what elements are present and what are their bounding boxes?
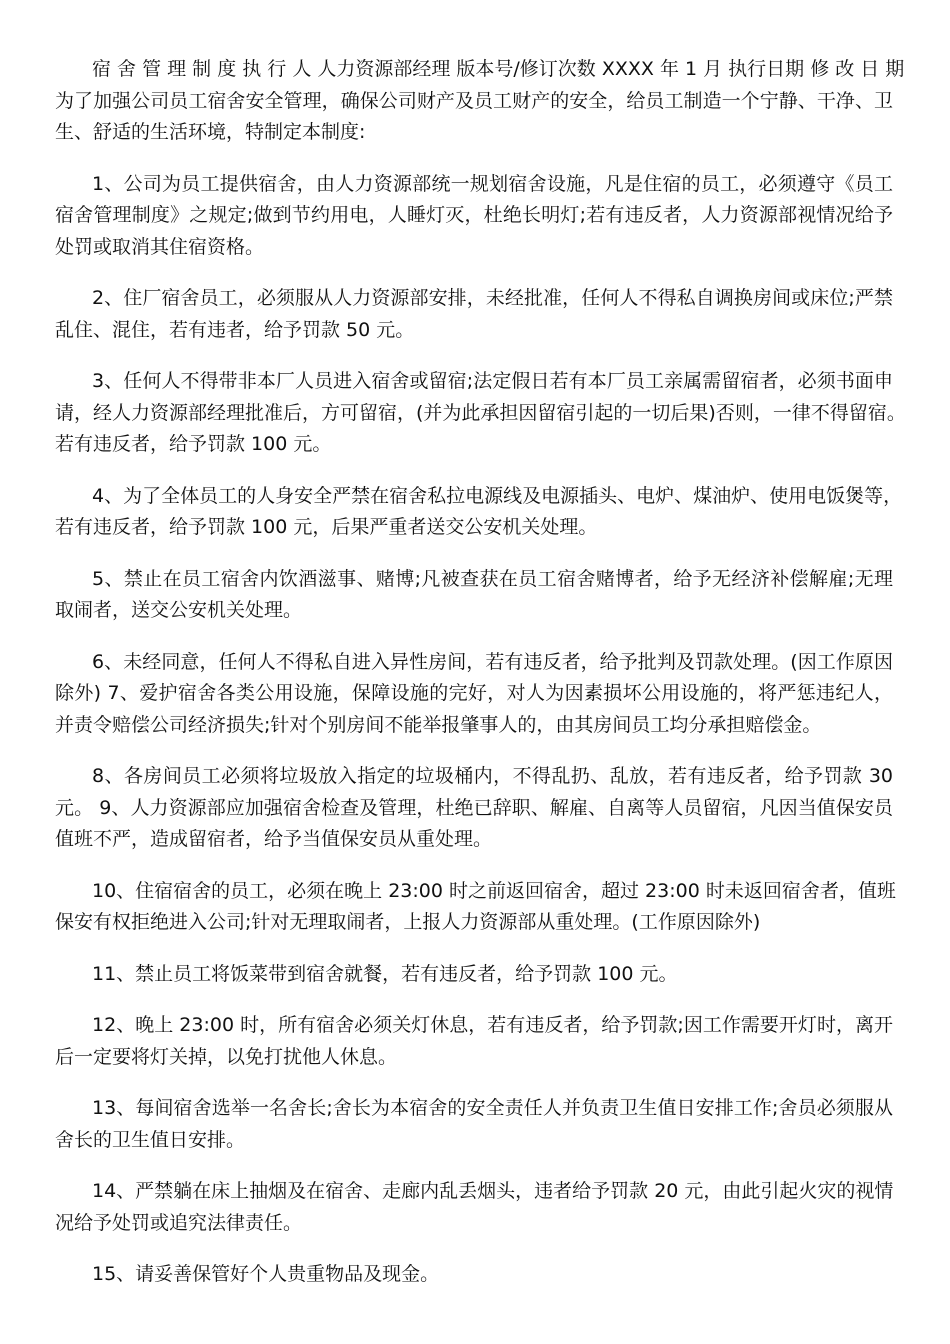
rule-10-paragraph bbox=[55, 876, 896, 939]
paragraph-line: 14、严禁躺在床上抽烟及在宿舍、走廊内乱丢烟头，违者给予罚款 20 元，由此引起火灾的视情 bbox=[92, 1180, 894, 1202]
paragraph-line: 2、住厂宿舍员工，必须服从人力资源部安排，未经批准，任何人不得私自调换房间或床位;严禁 bbox=[92, 287, 893, 309]
paragraph-line: 4、为了全体员工的人身安全严禁在宿舍私拉电源线及电源插头、电炉、煤油炉、使用电饭煲等， bbox=[92, 484, 903, 507]
paragraph-line: 为了加强公司员工宿舍安全管理，确保公司财产及员工财产的安全，给员工制造一个宁静、干净、卫 bbox=[55, 89, 893, 112]
paragraph-line: 元。 9、人力资源部应加强宿舍检查及管理，杜绝已辞职、解雇、自离等人员留宿，凡因当值保安员 bbox=[55, 796, 893, 819]
paragraph-line: 15、请妥善保管好个人贵重物品及现金。 bbox=[92, 1263, 440, 1285]
paragraph-line: 若有违反者，给予罚款 100 元，后果严重者送交公安机关处理。 bbox=[55, 516, 598, 538]
paragraph-line: 保安有权拒绝进入公司;针对无理取闹者，上报人力资源部从重处理。(工作原因除外) bbox=[55, 911, 761, 933]
rule-14-paragraph bbox=[55, 1176, 893, 1239]
paragraph-line: 后一定要将灯关掉，以免打扰他人休息。 bbox=[55, 1045, 398, 1068]
document-header-line: 宿 舍 管 理 制 度 执 行 人 人力资源部经理 版本号/修订次数 XXXX 年 1 月 执行日期 修 改 日 期 bbox=[92, 58, 905, 80]
paragraph-line: 舍长的卫生值日安排。 bbox=[55, 1128, 246, 1151]
paragraph-line: 并责令赔偿公司经济损失;针对个别房间不能举报肇事人的，由其房间员工均分承担赔偿金。 bbox=[55, 713, 822, 736]
rule-3-paragraph bbox=[55, 366, 906, 461]
rule-1-paragraph bbox=[55, 169, 893, 264]
paragraph-line: 5、禁止在员工宿舍内饮酒滋事、赌博;凡被查获在员工宿舍赌博者，给予无经济补偿解雇;无理 bbox=[92, 567, 893, 590]
paragraph-line: 处罚或取消其住宿资格。 bbox=[55, 235, 265, 258]
paragraph-line: 宿舍管理制度》之规定;做到节约用电，人睡灯灭，杜绝长明灯;若有违反者，人力资源部视情况给予 bbox=[55, 204, 893, 226]
paragraph-line: 除外) 7、爱护宿舍各类公用设施，保障设施的完好，对人为因素损坏公用设施的，将严惩违纪人， bbox=[55, 682, 893, 704]
rule-6-7-paragraph bbox=[55, 647, 893, 742]
rule-13-paragraph bbox=[55, 1093, 893, 1156]
rule-8-9-paragraph bbox=[55, 761, 893, 856]
rule-5-paragraph bbox=[55, 564, 893, 627]
paragraph-line: 11、禁止员工将饭菜带到宿舍就餐，若有违反者，给予罚款 100 元。 bbox=[92, 962, 678, 985]
paragraph-line: 况给予处罚或追究法律责任。 bbox=[55, 1211, 303, 1234]
paragraph-line: 6、未经同意，任何人不得私自进入异性房间，若有违反者，给予批判及罚款处理。(因工作原因 bbox=[92, 650, 893, 673]
paragraph-line: 13、每间宿舍选举一名舍长;舍长为本宿舍的安全责任人并负责卫生值日安排工作;舍员必须服从 bbox=[92, 1097, 893, 1119]
paragraph-line: 值班不严，造成留宿者，给予当值保安员从重处理。 bbox=[55, 828, 493, 850]
rule-11-paragraph bbox=[55, 959, 893, 991]
paragraph-line: 12、晚上 23:00 时，所有宿舍必须关灯休息，若有违反者，给予罚款;因工作需要开灯时，离开 bbox=[92, 1014, 893, 1036]
paragraph-line: 取闹者，送交公安机关处理。 bbox=[55, 599, 303, 621]
paragraph-line: 8、各房间员工必须将垃圾放入指定的垃圾桶内，不得乱扔、乱放，若有违反者，给予罚款 30 bbox=[92, 765, 893, 787]
paragraph-line: 10、住宿宿舍的员工，必须在晚上 23:00 时之前返回宿舍，超过 23:00 时未返回宿舍者，值班 bbox=[92, 879, 896, 902]
paragraph-line: 生、舒适的生活环境，特制定本制度: bbox=[55, 121, 366, 143]
paragraph-line: 1、公司为员工提供宿舍，由人力资源部统一规划宿舍设施，凡是住宿的员工，必须遵守《员工 bbox=[92, 172, 893, 195]
paragraph-line: 乱住、混住，若有违者，给予罚款 50 元。 bbox=[55, 318, 415, 341]
paragraph-line: 请，经人力资源部经理批准后，方可留宿，(并为此承担因留宿引起的一切后果)否则，一律不得留宿。 bbox=[55, 401, 906, 424]
rule-12-paragraph bbox=[55, 1010, 893, 1073]
rule-4-paragraph bbox=[55, 481, 903, 544]
intro-paragraph bbox=[55, 54, 905, 149]
rule-2-paragraph bbox=[55, 283, 893, 346]
rule-15-paragraph bbox=[55, 1259, 893, 1291]
paragraph-line: 3、任何人不得带非本厂人员进入宿舍或留宿;法定假日若有本厂员工亲属需留宿者，必须书面申 bbox=[92, 370, 893, 392]
paragraph-line: 若有违反者，给予罚款 100 元。 bbox=[55, 433, 332, 455]
document-body bbox=[55, 54, 906, 1311]
